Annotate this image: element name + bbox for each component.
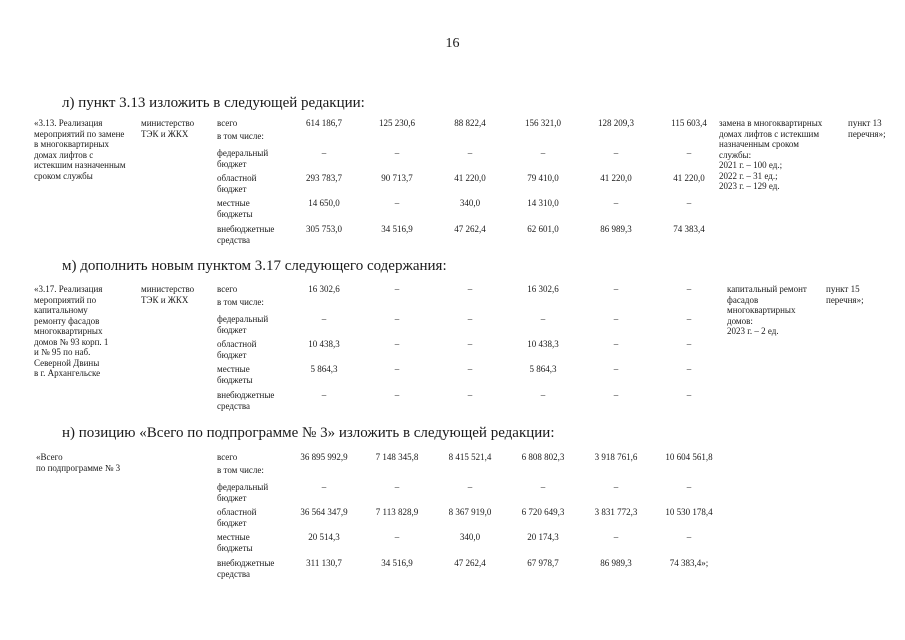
- amount-cell: –: [613, 339, 619, 349]
- amount-cell: –: [467, 390, 473, 400]
- item-name-line: истекшим назначенным: [34, 160, 126, 170]
- reference-line: перечня»;: [848, 128, 886, 139]
- amount-cell: –: [467, 284, 473, 294]
- section-heading: м) дополнить новым пунктом 3.17 следующего содержания:: [62, 258, 447, 274]
- amount-cell: 7 113 828,9: [375, 507, 419, 517]
- item-name-line: в многоквартирных: [34, 139, 109, 149]
- amount-cell: 16 302,6: [308, 284, 340, 294]
- reference-line: пункт 15: [826, 284, 860, 294]
- amount-cell: –: [394, 482, 400, 492]
- section-heading: л) пункт 3.13 изложить в следующей редакции:: [62, 95, 365, 111]
- amount-cell: 305 753,0: [306, 224, 342, 234]
- amount-cell: 90 713,7: [381, 173, 413, 183]
- amount-cell: –: [467, 314, 473, 324]
- amount-cell: –: [613, 390, 619, 400]
- amount-cell: –: [540, 390, 546, 400]
- amount-cell: 74 383,4»;: [669, 558, 709, 568]
- amount-cell: –: [394, 148, 400, 158]
- result-line: службы:: [719, 149, 752, 160]
- amount-cell: –: [321, 482, 327, 492]
- amount-cell: 86 989,3: [600, 558, 632, 568]
- amount-cell: 86 989,3: [600, 224, 632, 234]
- executor-line: министерство: [141, 118, 195, 128]
- funding-source-line: областной: [217, 339, 257, 349]
- funding-source-line: местные: [217, 532, 250, 542]
- amount-cell: 14 650,0: [308, 198, 340, 208]
- amount-cell: –: [394, 284, 400, 294]
- funding-source-line: в том числе:: [217, 465, 264, 475]
- amount-cell: 62 601,0: [527, 224, 559, 234]
- amount-cell: 7 148 345,8: [375, 452, 419, 462]
- amount-cell: 115 603,4: [671, 118, 707, 128]
- amount-cell: 8 367 919,0: [448, 507, 492, 517]
- amount-cell: –: [321, 148, 327, 158]
- amount-cell: –: [686, 314, 692, 324]
- amount-cell: 5 864,3: [529, 364, 557, 374]
- funding-source-line: бюджеты: [217, 374, 253, 385]
- result-line: 2021 г. – 100 ед.;: [719, 160, 783, 170]
- executor-line: ТЭК и ЖКХ: [141, 128, 189, 139]
- funding-source-line: бюджеты: [217, 208, 253, 219]
- amount-cell: –: [613, 198, 619, 208]
- amount-cell: 34 516,9: [381, 558, 413, 568]
- amount-cell: 10 530 178,4: [665, 507, 713, 517]
- funding-source-line: внебюджетные: [217, 558, 275, 568]
- item-name-line: многоквартирных: [34, 326, 103, 336]
- amount-cell: 3 918 761,6: [594, 452, 638, 462]
- funding-source-line: внебюджетные: [217, 224, 275, 234]
- item-name-line: сроком службы: [34, 170, 93, 181]
- funding-source-line: областной: [217, 173, 257, 183]
- item-name-line: «3.13. Реализация: [34, 118, 103, 128]
- amount-cell: 3 831 772,3: [594, 507, 638, 517]
- item-name-line: мероприятий по: [34, 294, 97, 305]
- amount-cell: –: [394, 198, 400, 208]
- amount-cell: 36 564 347,9: [300, 507, 348, 517]
- amount-cell: 20 514,3: [308, 532, 340, 542]
- amount-cell: –: [686, 390, 692, 400]
- funding-source-line: бюджеты: [217, 542, 253, 553]
- item-name-line: домах лифтов с: [34, 149, 94, 160]
- amount-cell: 614 186,7: [306, 118, 342, 128]
- amount-cell: 16 302,6: [527, 284, 559, 294]
- amount-cell: –: [686, 284, 692, 294]
- result-line: 2023 г. – 2 ед.: [727, 326, 779, 336]
- funding-source-line: федеральный: [217, 314, 269, 324]
- item-name-line: и № 95 по наб.: [34, 347, 91, 357]
- amount-cell: 41 220,0: [600, 173, 632, 183]
- funding-source-line: бюджет: [217, 158, 247, 169]
- amount-cell: –: [467, 339, 473, 349]
- amount-cell: –: [613, 148, 619, 158]
- result-line: замена в многоквартирных: [719, 118, 823, 128]
- funding-source-line: внебюджетные: [217, 390, 275, 400]
- amount-cell: –: [321, 390, 327, 400]
- reference-line: пункт 13: [848, 118, 882, 128]
- funding-source-line: областной: [217, 507, 257, 517]
- amount-cell: –: [394, 390, 400, 400]
- amount-cell: 125 230,6: [379, 118, 415, 128]
- funding-source-line: федеральный: [217, 482, 269, 492]
- funding-source-line: бюджет: [217, 324, 247, 335]
- amount-cell: 20 174,3: [527, 532, 559, 542]
- amount-cell: –: [467, 482, 473, 492]
- executor-line: ТЭК и ЖКХ: [141, 294, 189, 305]
- funding-source-line: бюджет: [217, 517, 247, 528]
- amount-cell: 10 438,3: [527, 339, 559, 349]
- amount-cell: 36 895 992,9: [300, 452, 348, 462]
- amount-cell: –: [613, 364, 619, 374]
- amount-cell: 41 220,0: [673, 173, 705, 183]
- funding-source-line: всего: [217, 284, 238, 294]
- funding-source-line: средства: [217, 568, 251, 579]
- amount-cell: –: [540, 482, 546, 492]
- funding-source-line: всего: [217, 452, 238, 462]
- page-number: 16: [445, 36, 460, 51]
- amount-cell: 5 864,3: [310, 364, 338, 374]
- amount-cell: 14 310,0: [527, 198, 559, 208]
- amount-cell: –: [686, 532, 692, 542]
- amount-cell: 340,0: [459, 198, 481, 208]
- amount-cell: 10 438,3: [308, 339, 340, 349]
- amount-cell: –: [540, 148, 546, 158]
- result-line: назначенным сроком: [719, 139, 799, 149]
- result-line: 2022 г. – 31 ед.;: [719, 170, 778, 181]
- amount-cell: 340,0: [459, 532, 481, 542]
- amount-cell: –: [613, 532, 619, 542]
- funding-source-line: в том числе:: [217, 297, 264, 307]
- amount-cell: 88 822,4: [454, 118, 486, 128]
- amount-cell: –: [394, 314, 400, 324]
- amount-cell: –: [686, 198, 692, 208]
- funding-source-line: средства: [217, 234, 251, 245]
- amount-cell: –: [467, 148, 473, 158]
- amount-cell: 10 604 561,8: [665, 452, 713, 462]
- reference-line: перечня»;: [826, 294, 864, 305]
- amount-cell: –: [613, 482, 619, 492]
- amount-cell: –: [686, 364, 692, 374]
- funding-source-line: всего: [217, 118, 238, 128]
- amount-cell: –: [686, 339, 692, 349]
- amount-cell: 79 410,0: [527, 173, 559, 183]
- funding-source-line: местные: [217, 364, 250, 374]
- amount-cell: 156 321,0: [525, 118, 561, 128]
- funding-source-line: бюджет: [217, 349, 247, 360]
- amount-cell: –: [394, 364, 400, 374]
- item-name-line: «3.17. Реализация: [34, 284, 103, 294]
- section-heading: н) позицию «Всего по подпрограмме № 3» изложить в следующей редакции:: [62, 425, 555, 441]
- amount-cell: 34 516,9: [381, 224, 413, 234]
- result-line: капитальный ремонт: [727, 284, 807, 294]
- amount-cell: –: [467, 364, 473, 374]
- amount-cell: 67 978,7: [527, 558, 559, 568]
- item-name-line: ремонту фасадов: [34, 315, 100, 326]
- funding-source-line: бюджет: [217, 183, 247, 194]
- funding-source-line: средства: [217, 400, 251, 411]
- item-name-line: «Всего: [36, 452, 63, 462]
- result-line: домов:: [727, 315, 753, 326]
- item-name-line: по подпрограмме № 3: [36, 462, 121, 473]
- item-name-line: домов № 93 корп. 1: [34, 336, 109, 347]
- funding-source-line: бюджет: [217, 492, 247, 503]
- result-line: многоквартирных: [727, 305, 796, 315]
- amount-cell: 293 783,7: [306, 173, 342, 183]
- item-name-line: мероприятий по замене: [34, 128, 125, 139]
- amount-cell: –: [613, 314, 619, 324]
- result-line: фасадов: [727, 294, 759, 305]
- item-name-line: в г. Архангельске: [34, 368, 101, 378]
- amount-cell: 128 209,3: [598, 118, 634, 128]
- amount-cell: 47 262,4: [454, 558, 486, 568]
- amount-cell: –: [321, 314, 327, 324]
- executor-line: министерство: [141, 284, 195, 294]
- item-name-line: Северной Двины: [34, 357, 100, 368]
- item-name-line: капитальному: [34, 305, 88, 315]
- amount-cell: –: [613, 284, 619, 294]
- amount-cell: –: [394, 532, 400, 542]
- amount-cell: –: [686, 148, 692, 158]
- amount-cell: 47 262,4: [454, 224, 486, 234]
- funding-source-line: федеральный: [217, 148, 269, 158]
- amount-cell: 311 130,7: [306, 558, 342, 568]
- amount-cell: 41 220,0: [454, 173, 486, 183]
- funding-source-line: в том числе:: [217, 131, 264, 141]
- amount-cell: 74 383,4: [673, 224, 705, 234]
- amount-cell: –: [394, 339, 400, 349]
- funding-source-line: местные: [217, 198, 250, 208]
- amount-cell: –: [686, 482, 692, 492]
- result-line: 2023 г. – 129 ед.: [719, 181, 780, 191]
- amount-cell: 6 808 802,3: [521, 452, 565, 462]
- amount-cell: 8 415 521,4: [448, 452, 492, 462]
- amount-cell: 6 720 649,3: [521, 507, 565, 517]
- amount-cell: –: [540, 314, 546, 324]
- result-line: домах лифтов с истекшим: [719, 128, 820, 139]
